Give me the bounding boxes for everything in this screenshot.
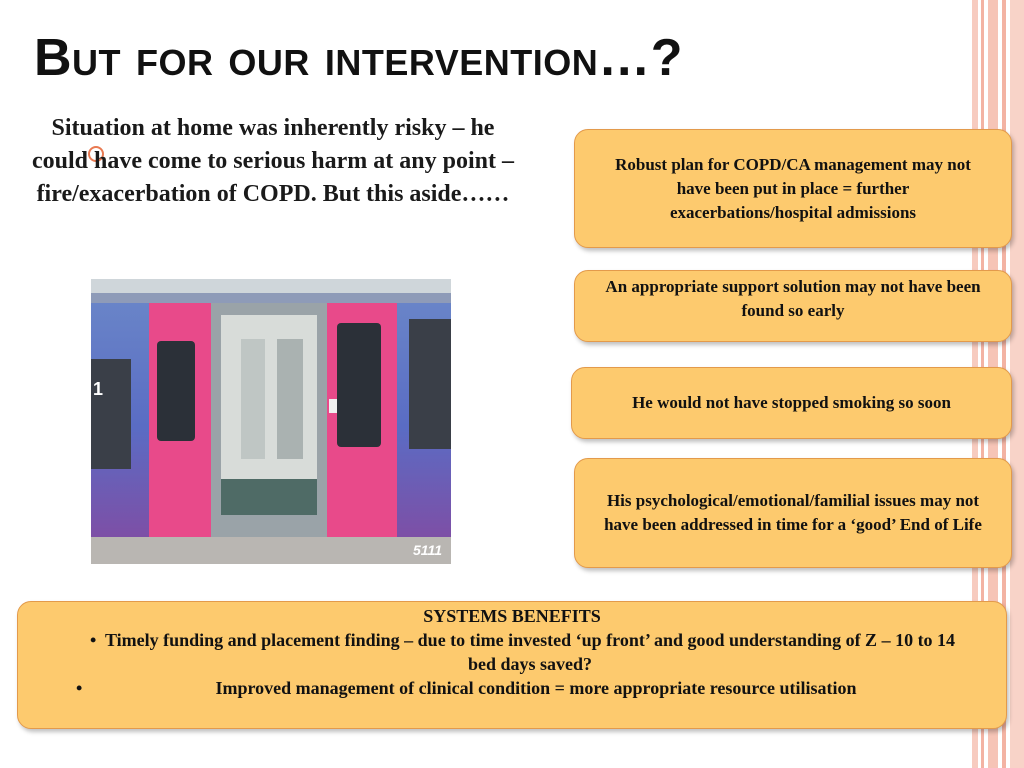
car-number-right: 5111: [413, 542, 443, 558]
intro-text: Situation at home was inherently risky – he could have come to serious harm at any point – fire/exacerbation of COPD. But this aside……: [32, 115, 514, 207]
outcome-box-copd-plan: [574, 129, 1012, 248]
systems-benefits-list: [36, 628, 988, 700]
outcome-text: An appropriate support solution may not have been found so early: [605, 277, 981, 320]
systems-benefits-heading: SYSTEMS BENEFITS: [423, 606, 601, 626]
list-item-text: Improved management of clinical condition = more appropriate resource utilisation: [215, 678, 857, 698]
outcome-text: He would not have stopped smoking so soon: [632, 393, 951, 412]
list-item-text: Timely funding and placement finding – due to time invested ‘up front’ and good understanding of Z – 10 to 14 bed days saved?: [104, 630, 956, 674]
slide-title: But for our intervention…?: [34, 29, 683, 87]
outcome-text: Robust plan for COPD/CA management may not have been put in place = further exacerbations/hospital admissions: [615, 154, 971, 222]
list-item: [36, 676, 988, 700]
outcome-box-support-solution: [574, 270, 1012, 342]
bullet-icon: •: [90, 630, 97, 650]
train-door-photo: [91, 279, 451, 564]
outcome-box-psychological: [574, 458, 1012, 568]
list-item: [36, 628, 988, 676]
outcome-box-smoking: [571, 367, 1012, 439]
bullet-icon: •: [76, 678, 83, 698]
outcome-text: His psychological/emotional/familial issues may not have been addressed in time for a ‘good’ End of Life: [604, 491, 982, 534]
car-number-left: 1: [93, 379, 104, 399]
systems-benefits-box: [17, 601, 1007, 729]
